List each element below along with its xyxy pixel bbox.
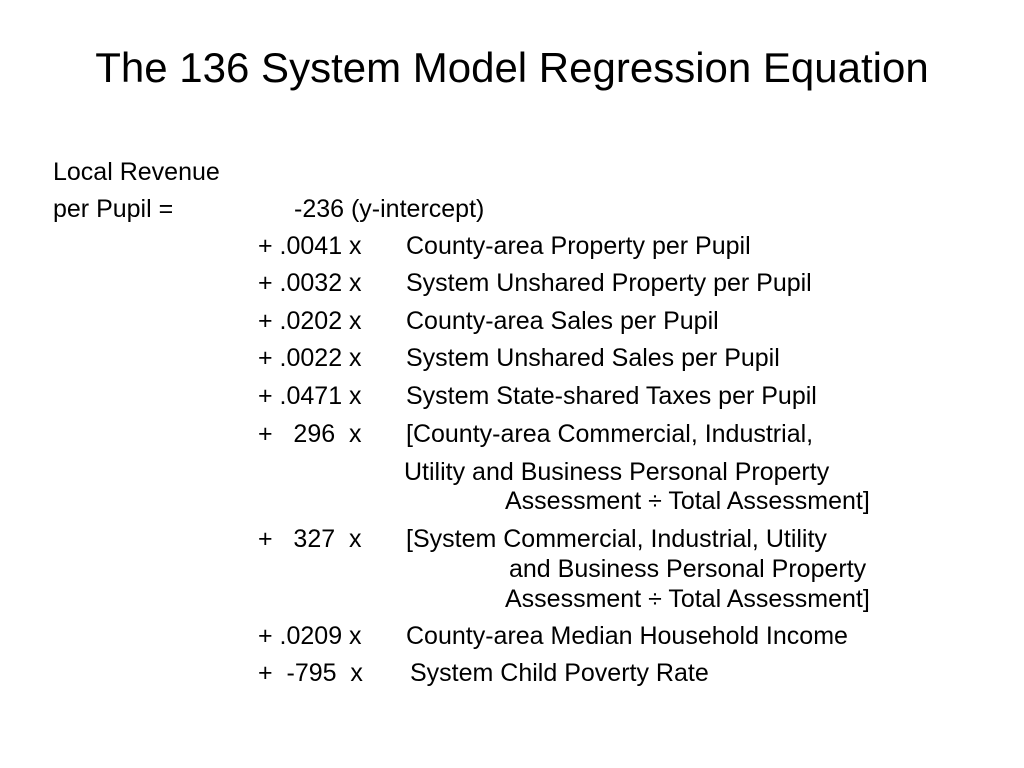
term-description: County-area Median Household Income [406, 622, 848, 650]
term-coefficient: + 296 x [258, 420, 362, 448]
term-continuation: Assessment ÷ Total Assessment] [505, 487, 870, 515]
slide-title: The 136 System Model Regression Equation [95, 44, 929, 91]
lhs-line-2: per Pupil = [53, 195, 174, 223]
term-coefficient: + .0032 x [258, 269, 362, 297]
term-continuation: and Business Personal Property [509, 555, 867, 583]
term-description: System State-shared Taxes per Pupil [406, 382, 817, 410]
term-coefficient: + 327 x [258, 525, 362, 553]
term-description: System Unshared Sales per Pupil [406, 344, 780, 372]
term-description: County-area Sales per Pupil [406, 307, 719, 335]
term-description: System Unshared Property per Pupil [406, 269, 812, 297]
term-coefficient: + .0041 x [258, 232, 362, 260]
term-description: County-area Property per Pupil [406, 232, 751, 260]
term-description: [County-area Commercial, Industrial, [406, 420, 814, 448]
term-description: System Child Poverty Rate [410, 659, 709, 687]
term-coefficient: + .0202 x [258, 307, 362, 335]
term-description: [System Commercial, Industrial, Utility [406, 525, 827, 553]
term-coefficient: + .0022 x [258, 344, 362, 372]
intercept-term: -236 (y-intercept) [294, 195, 485, 223]
term-continuation: Assessment ÷ Total Assessment] [505, 585, 870, 613]
term-coefficient: + -795 x [258, 659, 363, 687]
term-coefficient: + .0471 x [258, 382, 362, 410]
lhs-line-1: Local Revenue [53, 158, 220, 186]
term-continuation: Utility and Business Personal Property [404, 458, 830, 486]
term-coefficient: + .0209 x [258, 622, 362, 650]
